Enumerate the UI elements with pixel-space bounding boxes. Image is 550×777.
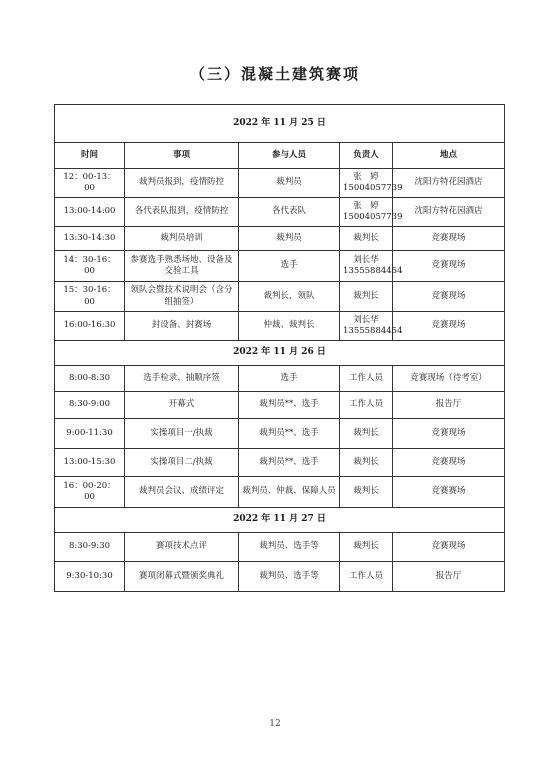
cell-lead: 工作人员 (340, 392, 393, 419)
cell-item: 各代表队报到，疫情防控 (125, 198, 239, 227)
cell-place: 竞赛现场（待考室） (393, 366, 505, 392)
cell-time: 16:00-16:30 (55, 312, 125, 341)
cell-item: 裁判员报到，疫情防控 (125, 169, 239, 198)
table-row (55, 449, 505, 477)
cell-lead: 裁判长 (340, 282, 393, 312)
cell-lead: 裁判长 (340, 227, 393, 251)
cell-lead: 工作人员 (340, 562, 393, 592)
table-row (55, 282, 505, 312)
column-header: 地点 (393, 143, 505, 169)
cell-time: 8:30-9:00 (55, 392, 125, 419)
cell-place: 竞赛现场 (393, 312, 505, 341)
cell-place: 竞赛现场 (393, 282, 505, 312)
cell-place: 竞赛现场 (393, 419, 505, 449)
cell-people: 裁判员 (239, 227, 340, 251)
date-heading: 2022 年 11 月 25 日 (55, 105, 505, 143)
cell-time: 12：00-13：00 (55, 169, 125, 198)
cell-time: 14：30-16：00 (55, 251, 125, 282)
cell-time: 9:00-11:30 (55, 419, 125, 449)
cell-time: 13:30-14:30 (55, 227, 125, 251)
cell-lead: 工作人员 (340, 366, 393, 392)
cell-item: 参赛选手熟悉场地、设备及交验工具 (125, 251, 239, 282)
cell-item: 实操项目一/执裁 (125, 419, 239, 449)
cell-item: 开幕式 (125, 392, 239, 419)
cell-people: 仲裁、裁判长 (239, 312, 340, 341)
cell-lead: 裁判长 (340, 477, 393, 508)
table-row (55, 562, 505, 592)
cell-time: 15：30-16：00 (55, 282, 125, 312)
table-row (55, 419, 505, 449)
cell-item: 裁判员培训 (125, 227, 239, 251)
cell-place: 沈阳方特花园酒店 (393, 198, 505, 227)
table-row (55, 312, 505, 341)
date-heading: 2022 年 11 月 26 日 (55, 341, 505, 366)
cell-place: 竞赛现场 (393, 449, 505, 477)
column-header: 参与人员 (239, 143, 340, 169)
cell-people: 裁判长，领队 (239, 282, 340, 312)
cell-people: 选手 (239, 251, 340, 282)
header-row (55, 143, 505, 169)
cell-lead: 刘长华 13555884454 (340, 251, 393, 282)
cell-time: 9:30-10:30 (55, 562, 125, 592)
cell-people: 裁判员、选手等 (239, 533, 340, 562)
cell-place: 竞赛现场 (393, 251, 505, 282)
cell-item: 实操项目二/执裁 (125, 449, 239, 477)
cell-place: 竞赛现场 (393, 533, 505, 562)
cell-place: 报告厅 (393, 392, 505, 419)
cell-time: 8:30-9:30 (55, 533, 125, 562)
cell-lead: 裁判长 (340, 449, 393, 477)
cell-people: 裁判员、仲裁、保障人员 (239, 477, 340, 508)
date-row (55, 508, 505, 533)
cell-lead: 刘长华 13555884454 (340, 312, 393, 341)
column-header: 时间 (55, 143, 125, 169)
cell-people: 裁判员 (239, 169, 340, 198)
cell-people: 选手 (239, 366, 340, 392)
table-row (55, 227, 505, 251)
cell-lead: 张 婷 15004057739 (340, 198, 393, 227)
date-row (55, 341, 505, 366)
cell-people: 裁判员**、选手 (239, 392, 340, 419)
cell-time: 13:00-14:00 (55, 198, 125, 227)
table-row (55, 169, 505, 198)
table-row (55, 533, 505, 562)
cell-time: 8:00-8:30 (55, 366, 125, 392)
date-row (55, 105, 505, 143)
cell-item: 选手检录、抽顺序签 (125, 366, 239, 392)
cell-lead: 裁判长 (340, 533, 393, 562)
cell-place: 竞赛现场 (393, 227, 505, 251)
page-number: 12 (269, 719, 281, 729)
date-heading: 2022 年 11 月 27 日 (55, 508, 505, 533)
cell-item: 赛项技术点评 (125, 533, 239, 562)
cell-item: 封设备、封赛场 (125, 312, 239, 341)
cell-place: 沈阳方特花园酒店 (393, 169, 505, 198)
cell-people: 各代表队 (239, 198, 340, 227)
cell-lead: 裁判长 (340, 419, 393, 449)
column-header: 事项 (125, 143, 239, 169)
cell-item: 领队会暨技术说明会（含分组抽签） (125, 282, 239, 312)
cell-people: 裁判员、选手等 (239, 562, 340, 592)
column-header: 负责人 (340, 143, 393, 169)
cell-people: 裁判员**、选手 (239, 449, 340, 477)
cell-item: 裁判员会议、成绩评定 (125, 477, 239, 508)
cell-time: 13:00-15:30 (55, 449, 125, 477)
page-title: （三）混凝土建筑赛项 (189, 65, 360, 83)
table-row (55, 198, 505, 227)
cell-people: 裁判员**、选手 (239, 419, 340, 449)
table-row (55, 392, 505, 419)
cell-item: 赛项闭幕式暨颁奖典礼 (125, 562, 239, 592)
table-row (55, 477, 505, 508)
cell-place: 竞赛赛场 (393, 477, 505, 508)
cell-time: 16：00-20：00 (55, 477, 125, 508)
table-row (55, 366, 505, 392)
schedule-table (54, 104, 505, 592)
cell-lead: 张 婷 15004057739 (340, 169, 393, 198)
table-row (55, 251, 505, 282)
cell-place: 报告厅 (393, 562, 505, 592)
